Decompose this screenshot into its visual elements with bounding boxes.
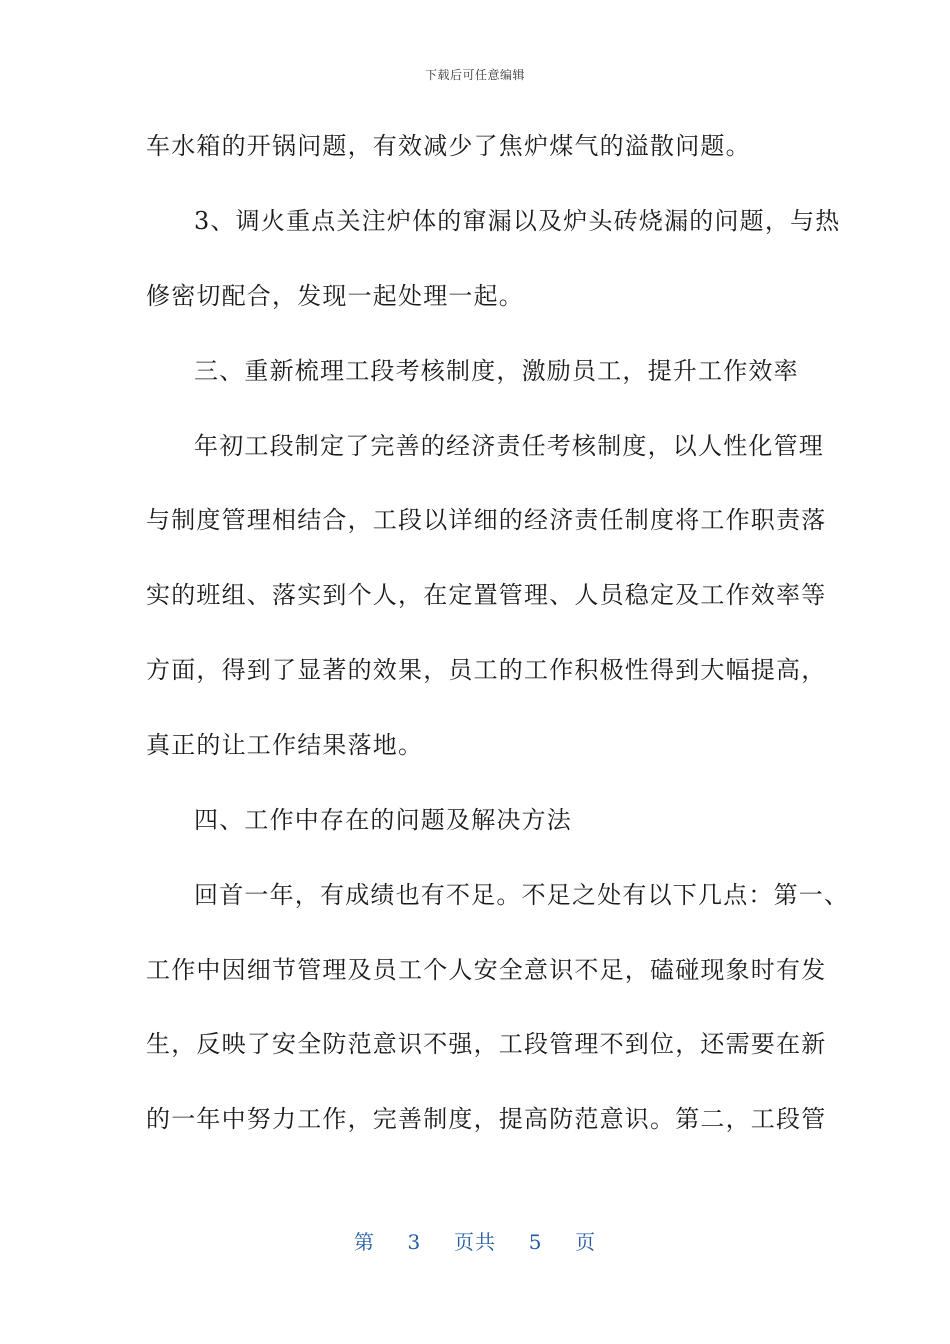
text-line: 修密切配合，发现一起处理一起。: [146, 282, 524, 310]
text-line: 方面，得到了显著的效果，员工的工作积极性得到大幅提高，: [146, 656, 827, 684]
text-line: 年初工段制定了完善的经济责任考核制度，以人性化管理: [194, 432, 824, 460]
header-note: 下载后可任意编辑: [424, 68, 525, 82]
page-footer: [0, 1226, 950, 1255]
text-line: 工作中因细节管理及员工个人安全意识不足，磕碰现象时有发: [146, 956, 827, 984]
text-line: 的一年中努力工作，完善制度，提高防范意识。第二，工段管: [146, 1105, 827, 1133]
text-line: 回首一年，有成绩也有不足。不足之处有以下几点：第一、: [194, 881, 850, 909]
current-page-number: 3: [407, 1230, 422, 1254]
text-line: 车水箱的开锅问题，有效减少了焦炉煤气的溢散问题。: [146, 132, 751, 160]
footer-prefix: 第: [353, 1230, 375, 1254]
section-heading: 四、工作中存在的问题及解决方法: [194, 806, 572, 834]
text-line: 真正的让工作结果落地。: [146, 731, 424, 759]
text-line: 与制度管理相结合，工段以详细的经济责任制度将工作职责落: [146, 506, 827, 534]
footer-middle: 页共: [454, 1230, 496, 1254]
section-heading: 三、重新梳理工段考核制度，激励员工，提升工作效率: [194, 357, 799, 385]
text-line: 生，反映了安全防范意识不强，工段管理不到位，还需要在新: [146, 1030, 827, 1058]
total-pages-number: 5: [528, 1230, 543, 1254]
text-line: 3、调火重点关注炉体的窜漏以及炉头砖烧漏的问题，与热: [194, 207, 841, 235]
text-line: 实的班组、落实到个人，在定置管理、人员稳定及工作效率等: [146, 581, 827, 609]
footer-suffix: 页: [575, 1230, 597, 1254]
